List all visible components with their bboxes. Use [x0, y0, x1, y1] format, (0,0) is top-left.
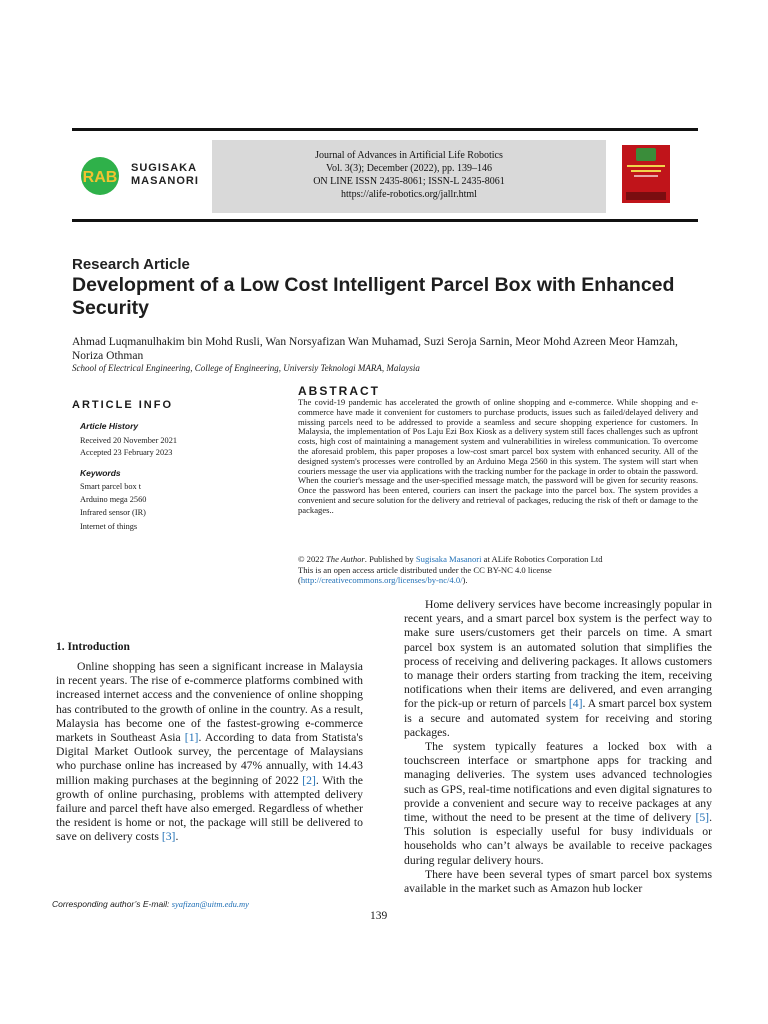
publisher-name-line1: SUGISAKA [131, 162, 198, 174]
license-link[interactable]: http://creativecommons.org/licenses/by-nc/4.0/ [300, 575, 463, 585]
body-text: The system typically features a locked box with a touchscreen interface or smartphone apps for tracking and managing deliveries. The system uses advanced technologies such as GPS, real-time notifications and even digital signatures to provide a convenient and secure way to receive packages at any time, without the need to be present at the time of delivery [404, 740, 712, 825]
body-paragraph [404, 598, 712, 740]
body-text: . This solution is especially useful for busy individuals or households who can’t always be available to receive packages during regular delivery hours. [404, 811, 712, 867]
article-title: Development of a Low Cost Intelligent Parcel Box with Enhanced Security [72, 274, 675, 319]
copyright-prefix: © 2022 [298, 554, 327, 564]
abstract-heading: ABSTRACT [298, 384, 380, 398]
citation-link[interactable]: [3] [161, 830, 176, 844]
journal-info-box [212, 140, 606, 213]
keyword-item: Arduino mega 2560 [80, 495, 147, 504]
publisher-name-line2: MASANORI [131, 175, 199, 187]
received-date: Received 20 November 2021 [80, 436, 177, 445]
abstract-text: The covid-19 pandemic has accelerated the growth of online shopping and e-commerce. While shopping and e-commerce have made it convenient for customers to purchase products, issues such as failed/delayed delivery and missing parcels need to be addressed to provide a seamless and secure shopping experience for customers. In Malaysia, the implementation of Pos Laju Ezi Box Kiosk as a delivery system still faces challenges such as upfront costs, high cost of maintaining a management system and vulnerabilities in wireless communication. To overcome the aforesaid problem, this paper proposes a low-cost smart parcel box system with enhanced security. All of the designed system's processes were controlled by an Arduino Mega 2560 in this system. The system will start when couriers message the user via applications with the tracking number for the package in order to obtain the password. When the courier's message and the user-specified message match, the password will be given for security reasons. Once the password has been entered, couriers can insert the package into the parcel box. The system provides a convenient and secure solution for the delivery and retrieval of packages, reducing the risk of theft or damage to the packages.. [298, 397, 698, 515]
body-text: . A smart parcel box system is a secure and automated system for receiving and storing packages. [404, 697, 712, 739]
left-column [56, 660, 363, 845]
copyright-mid: . Published by [364, 554, 416, 564]
citation-link[interactable]: [5] [695, 811, 710, 825]
citation-link[interactable]: [4] [568, 697, 583, 711]
section-heading-introduction: 1. Introduction [56, 641, 130, 653]
author-email-link[interactable]: syafizan@uitm.edu.my [171, 899, 249, 909]
journal-issn: ON LINE ISSN 2435-8061; ISSN-L 2435-8061 [313, 176, 505, 187]
page-number: 139 [370, 910, 388, 922]
citation-link[interactable]: [1] [184, 731, 199, 745]
intro-text-d: . [175, 830, 179, 844]
copyright-suffix: at ALife Robotics Corporation Ltd [481, 554, 603, 564]
article-history-label: Article History [80, 421, 139, 431]
keywords-label: Keywords [80, 468, 121, 478]
intro-text-b: . According to data from Statista's Digital Market Outlook survey, the percentage of Malaysians who purchase online has increased by 47% annually, with 14.43 million making purchases at the beginning of 2022 [56, 731, 363, 787]
right-column [404, 598, 712, 896]
license-paren-open: ( [298, 575, 301, 585]
logo-mark: RAB [82, 169, 118, 186]
article-type: Research Article [72, 256, 190, 273]
publisher-logo-icon [80, 156, 124, 196]
article-info-heading: ARTICLE INFO [72, 399, 173, 411]
journal-name: Journal of Advances in Artificial Life Robotics [315, 150, 503, 161]
corresponding-author [52, 899, 249, 909]
copyright-notice [298, 554, 603, 586]
journal-cover-image [622, 145, 670, 203]
affiliation: School of Electrical Engineering, College of Engineering, Universiy Teknologi MARA, Malaysia [72, 363, 420, 373]
keyword-item: Smart parcel box t [80, 482, 142, 491]
keyword-item: Infrared sensor (IR) [80, 508, 146, 517]
keyword-item: Internet of things [80, 522, 138, 531]
top-rule [72, 128, 698, 131]
body-paragraph [404, 740, 712, 868]
publisher-name [131, 162, 199, 188]
intro-text-c: . With the growth of online purchasing, problems with attempted delivery failure and parcel theft have also emerged. Regardless of whether the resident is home or not, the package will still be delivered to save on delivery costs [56, 773, 363, 844]
journal-volume: Vol. 3(3); December (2022), pp. 139–146 [326, 163, 492, 174]
intro-paragraph [56, 660, 363, 845]
body-paragraph: There have been several types of smart parcel box systems available in the market such as Amazon hub locker [404, 867, 712, 896]
body-text: Home delivery services have become increasingly popular in recent years, and a smart parcel box system is the perfect way to make sure users/customers get their parcels on time. A smart parcel box system is an automated solution that simplifies the process of receiving and delivering packages. It allows customers to manage their orders starting from tracking the item, receiving notifications when their items are delivered, and even arranging for the pick-up or return of parcels [404, 598, 712, 711]
corresponding-label: Corresponding author’s E-mail: [52, 899, 172, 909]
publisher-link[interactable]: Sugisaka Masanori [415, 554, 482, 564]
license-statement: This is an open access article distributed under the CC BY-NC 4.0 license [298, 564, 552, 575]
journal-url[interactable]: https://alife-robotics.org/jallr.html [341, 189, 477, 200]
header-bottom-rule [72, 219, 698, 222]
accepted-date: Accepted 23 February 2023 [80, 448, 173, 457]
license-paren-close: ). [462, 575, 468, 585]
author-list: Ahmad Luqmanulhakim bin Mohd Rusli, Wan Norsyafizan Wan Muhamad, Suzi Seroja Sarnin, Meor Mohd Azreen Meor Hamzah, Noriza Othman [72, 336, 678, 362]
intro-text-a: Online shopping has seen a significant increase in Malaysia in recent years. The rise of e-commerce platforms combined with increased internet access and the convenience of online shopping has contributed to the growth of online in the country. As a result, Malaysia has become one of the fastest-growing e-commerce markets in Southeast Asia [56, 660, 363, 745]
citation-link[interactable]: [2] [302, 773, 316, 787]
copyright-author: The Author [326, 554, 365, 564]
